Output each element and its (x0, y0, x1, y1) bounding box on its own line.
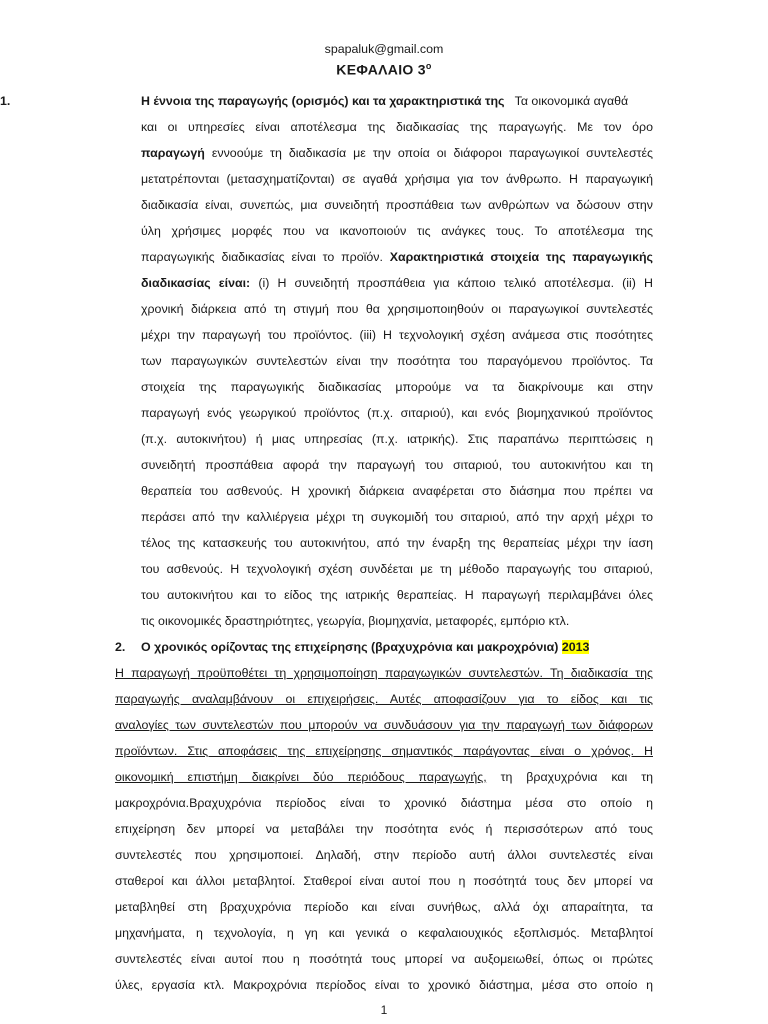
section-1-line: ύλη χρήσιμες μορφές που να ικανοποιούν τις ανάγκες τους. Το αποτέλεσμα της (141, 224, 653, 238)
section-1-line: του αυτοκινήτου και το είδος της ιατρικής θεραπείας. Η παραγωγή περιλαμβάνει όλες (141, 588, 653, 602)
section-1-line: των παραγωγικών συντελεστών είναι την ποσότητα του παραγόμενου προϊόντος. Τα (141, 354, 653, 368)
section-1-line: μέχρι την παραγωγή του προϊόντος. (iii) Η τεχνολογική σχέση ανάμεσα στις ποσότητες (141, 328, 653, 342)
page-number: 1 (380, 1003, 388, 1017)
section-1-line: χρονική διάρκεια από τη στιγμή που θα χρησιμοποιηθούν οι παραγωγικοί συντελεστές (141, 302, 653, 316)
section-1-line: θεραπεία του ασθενούς. Η χρονική διάρκεια αναφέρεται στο διάσημα που πρέπει να (141, 484, 653, 498)
section-2-line: συντελεστές είναι αυτοί που η ποσότητά τους μπορεί να αυξομειωθεί, όπως οι πρώτες (115, 952, 653, 966)
section-1-line: διαδικασίας είναι: (i) Η συνειδητή προσπάθεια για κάποιο τελικό αποτέλεσμα. (ii) Η (141, 276, 653, 290)
section-2-line: προϊόντων. Στις αποφάσεις της επιχείρησης σημαντικός παράγοντας είναι ο χρόνος. Η (115, 744, 653, 758)
section-1-line: Η έννοια της παραγωγής (ορισμός) και τα χαρακτηριστικά της Τα οικονομικά αγαθά (141, 94, 629, 108)
section-1-line: παραγωγικής διαδικασίας είναι το προϊόν. Χαρακτηριστικά στοιχεία της παραγωγικής (141, 250, 653, 264)
characteristics-heading: Χαρακτηριστικά στοιχεία της παραγωγικής (389, 250, 653, 264)
section-1-line: τις οικονομικές δραστηριότητες, γεωργία, βιομηχανία, μεταφορές, εμπόριο κτλ. (141, 614, 570, 628)
term-production: παραγωγή (141, 146, 205, 160)
section-1-number: 1. (0, 94, 11, 108)
section-1-line: και οι υπηρεσίες είναι αποτέλεσμα της διαδικασίας της παραγωγής. Με τον όρο (141, 120, 653, 134)
section-2-line: Η παραγωγή προϋποθέτει τη χρησιμοποίηση παραγωγικών συντελεστών. Τη διαδικασία της (115, 666, 653, 680)
section-2-line: μεταβληθεί στη βραχυχρόνια περίοδο και είναι συνήθως, αλλά όχι απαραίτητα, τα (115, 900, 653, 914)
section-1-line: συνειδητή προσπάθεια αφορά την παραγωγή του σιταριού, του αυτοκινήτου και τη (141, 458, 653, 472)
section-1-line: του ασθενούς. Η τεχνολογική σχέση συνδέεται με τη μέθοδο παραγωγής του σιταριού, (141, 562, 653, 576)
section-2-line: παραγωγής αναλαμβάνουν οι επιχειρήσεις. Αυτές αποφασίζουν για το είδος και τις (115, 692, 653, 706)
chapter-superscript: ο (425, 61, 432, 71)
section-1-title: Η έννοια της παραγωγής (ορισμός) και τα χαρακτηριστικά της (141, 94, 505, 108)
section-2-line: μακροχρόνια.Βραχυχρόνια περίοδος είναι το χρονικό διάστημα μέσα στο οποίο η (115, 796, 653, 810)
section-1-line: διαδικασία είναι, συνεπώς, μια συνειδητή προσπάθεια των ανθρώπων να δώσουν στην (141, 198, 653, 212)
section-1-line: στοιχεία της παραγωγικής διαδικασίας μπορούμε να τα διακρίνουμε και στην (141, 380, 653, 394)
chapter-title: ΚΕΦΑΛΑΙΟ $3^o$ (336, 61, 432, 78)
section-2-line: ύλες, εργασία κτλ. Μακροχρόνια περίοδος είναι το χρονικό διάστημα, μέσα στο οποίο η (115, 978, 653, 992)
section-1-line: παραγωγή εννοούμε τη διαδικασία με την οποία οι διάφοροι παραγωγικοί συντελεστές (141, 146, 653, 160)
section-2-number: 2. (115, 640, 126, 654)
section-2-line: επιχείρηση δεν μπορεί να μεταβάλει την ποσότητα ενός ή περισσότερων από τους (115, 822, 653, 836)
section-1-line: τέλος της κατασκευής του αυτοκινήτου, από την έναρξη της θεραπείας μέχρι την ίαση (141, 536, 653, 550)
section-2-line: μηχανήματα, η τεχνολογία, η γη και γενικά ο κεφαλαιουχικός εξοπλισμός. Μεταβλητοί (115, 926, 653, 940)
section-2-line: συντελεστές που χρησιμοποιεί. Δηλαδή, στην περίοδο αυτή άλλοι συντελεστές είναι (115, 848, 653, 862)
section-2-line: σταθεροί και άλλοι μεταβλητοί. Σταθεροί είναι αυτοί που η ποσότητά τους δεν μπορεί να (115, 874, 653, 888)
section-1-line: περάσει από την καλλιέργεια μέχρι τη συγκομιδή του σιταριού, από την αρχή μέχρι το (141, 510, 653, 524)
section-2-line: οικονομική επιστήμη διακρίνει δύο περιόδους παραγωγής, τη βραχυχρόνια και τη (115, 770, 653, 784)
section-2-heading (141, 639, 589, 656)
author-email: spapaluk@gmail.com (324, 42, 444, 56)
section-2-line: αναλογίες των συντελεστών που μπορούν να συνδυάσουν για την παραγωγή των διάφορων (115, 718, 653, 732)
section-1-line: μετατρέπονται (μετασχηματίζονται) σε αγαθά χρήσιμα για τον άνθρωπο. Η παραγωγική (141, 172, 653, 186)
section-1-heading (0, 93, 10, 110)
year-highlight: 2013 (561, 640, 590, 654)
section-1-line: παραγωγή ενός γεωργικού προϊόντος (π.χ. σιταριού), και ενός βιομηχανικού προϊόντος (141, 406, 653, 420)
section-1-line: (π.χ. αυτοκινήτου) ή μιας υπηρεσίας (π.χ. ιατρικής). Στις παραπάνω περιπτώσεις η (141, 432, 653, 446)
section-2-title: Ο χρονικός ορίζοντας της επιχείρησης (βραχυχρόνια και μακροχρόνια) (141, 640, 559, 654)
